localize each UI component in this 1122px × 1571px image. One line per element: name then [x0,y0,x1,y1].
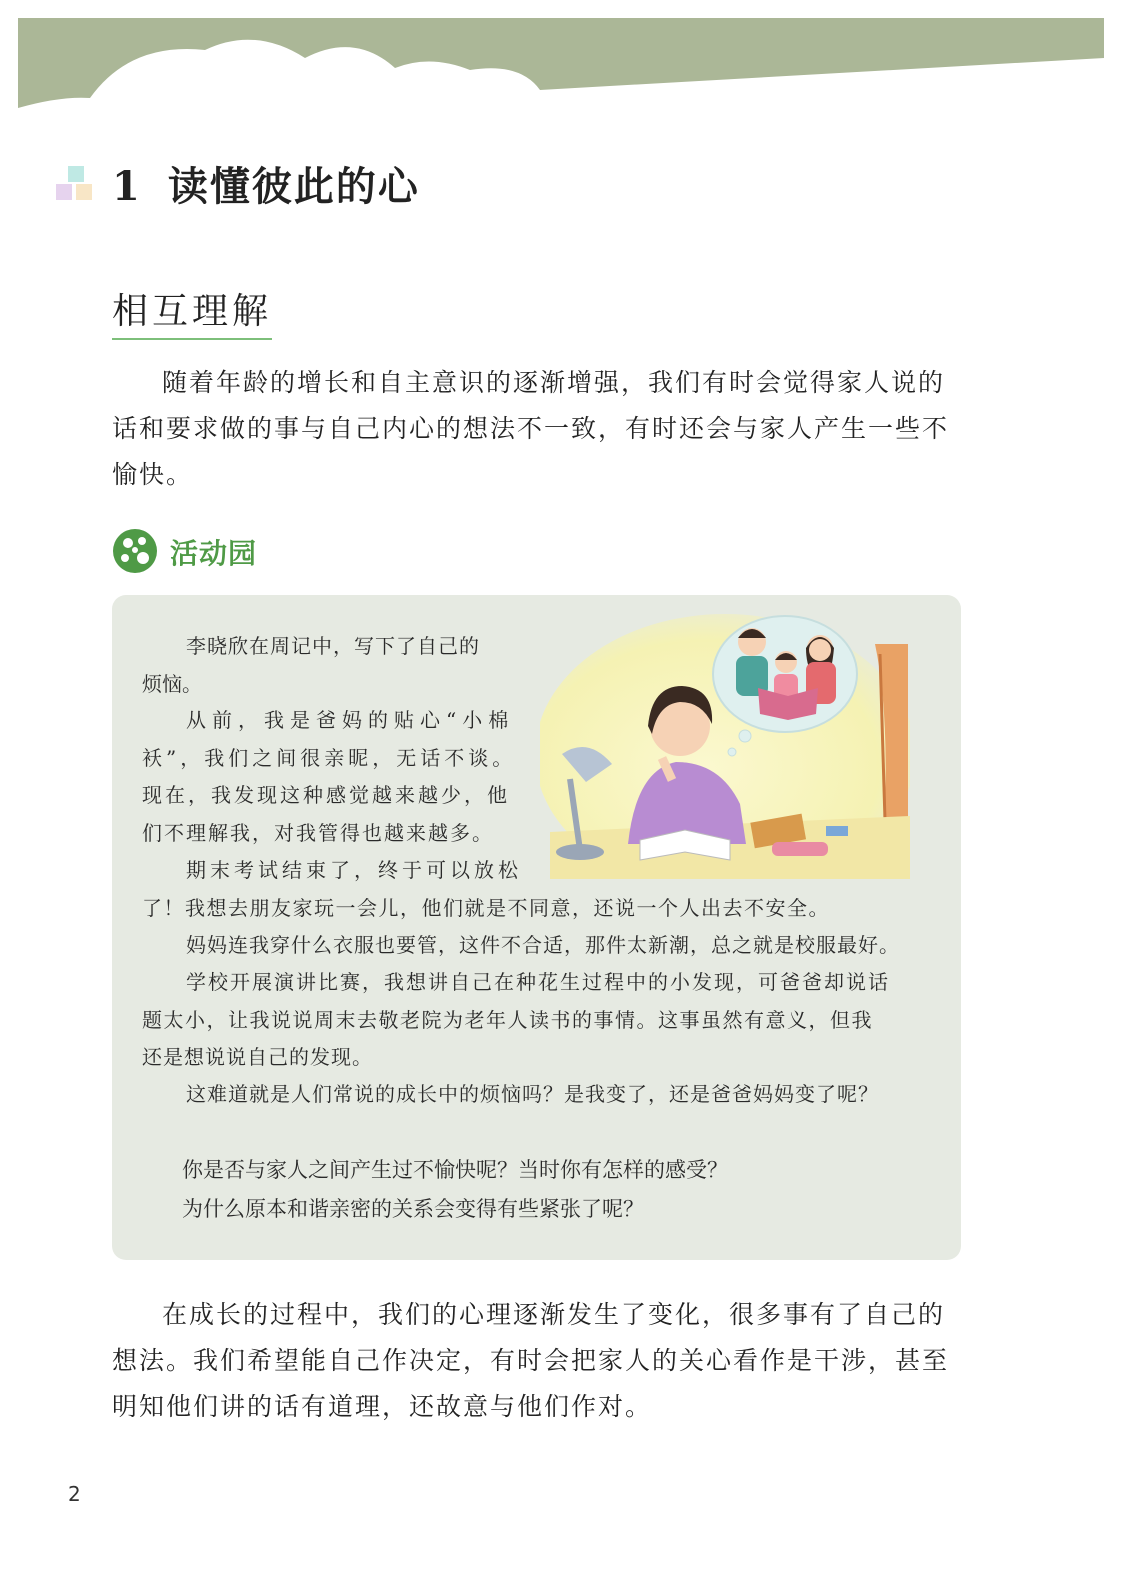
story-line-1: 李晓欣在周记中，写下了自己的 [186,634,480,658]
discussion-question-2: 为什么原本和谐亲密的关系会变得有些紧张了呢？ [182,1197,644,1221]
girl-at-desk-illustration [540,604,910,879]
intro-paragraph [112,360,960,498]
closing-line-3: 涉，甚至明知他们讲的话有道理，还故意与他们作对。 [112,1346,950,1421]
story-line-10: 学校开展演讲比赛，我想讲自己在种花生过程中的小发现，可爸爸却说话 [186,970,890,994]
activity-globe-icon [112,528,158,574]
intro-line-3: 生一些不愉快。 [112,414,950,489]
closing-paragraph [112,1292,960,1430]
story-line-12: 还是想说说自己的发现。 [142,1045,373,1069]
story-line-9: 妈妈连我穿什么衣服也要管，这件不合适，那件太新潮，总之就是校服最好。 [186,933,900,957]
story-line-8: 了！我想去朋友家玩一会儿，他们就是不同意，还说一个人出去不安全。 [142,896,830,920]
story-line-7: 期末考试结束了，终于可以放松 [186,858,522,882]
closing-line-1: 在成长的过程中，我们的心理逐渐发生了变化，很多事有了自 [162,1300,892,1329]
story-line-11: 题太小，让我说说周末去敬老院为老年人读书的事情。这事虽然有意义，但我 [142,1008,873,1032]
page-number: 2 [68,1482,81,1506]
header-cloud-band [0,0,1122,130]
closing-line-2: 己的想法。我们希望能自己作决定，有时会把家人的关心看作是干 [112,1300,946,1375]
activity-label: 活动园 [170,537,258,570]
story-line-5: 现在，我发现这种感觉越来越少，他 [142,783,510,807]
chapter-number: 1 [112,163,142,210]
chapter-title [112,155,420,212]
discussion-question-1: 你是否与家人之间产生过不愉快呢？当时你有怎样的感受？ [182,1158,728,1182]
story-line-6: 们不理解我，对我管得也越来越多。 [142,821,494,845]
section-heading: 相互理解 [112,283,272,340]
story-line-2: 烦恼。 [142,672,202,696]
story-line-13: 这难道就是人们常说的成长中的烦恼吗？是我变了，还是爸爸妈妈变了呢？ [186,1082,879,1106]
intro-line-1: 随着年龄的增长和自主意识的逐渐增强，我们有时会觉得家人 [162,368,892,397]
story-line-4: 袄”，我们之间很亲昵，无话不谈。 [142,746,517,770]
intro-line-2: 说的话和要求做的事与自己内心的想法不一致，有时还会与家人产 [112,368,946,443]
story-line-3: 从前，我是爸妈的贴心“小棉 [186,708,515,732]
chapter-title-text: 读懂彼此的心 [167,163,420,210]
chapter-marker-icon [56,166,96,206]
